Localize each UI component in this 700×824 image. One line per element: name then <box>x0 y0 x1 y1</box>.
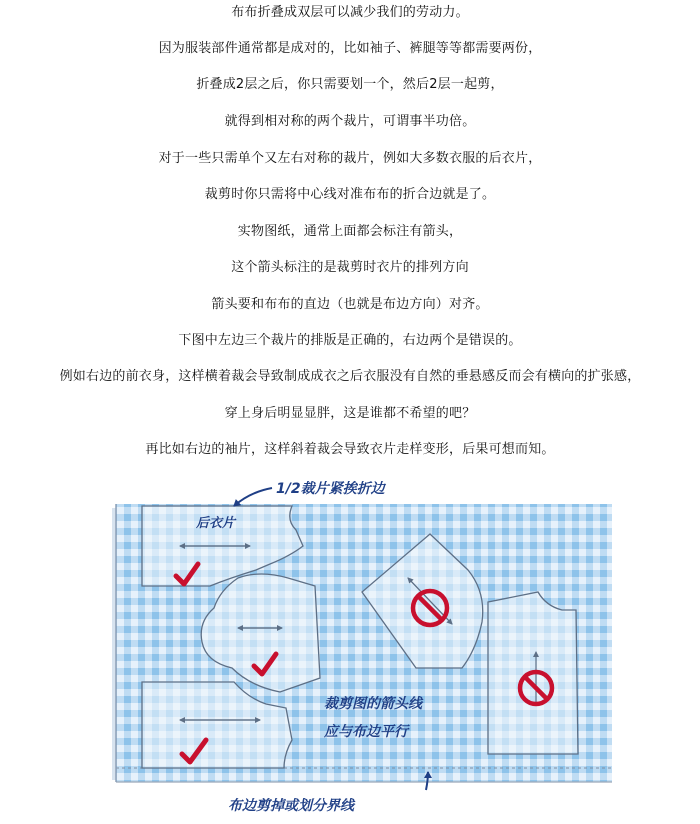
paragraph: 折叠成2层之后，你只需要划一个，然后2层一起剪， <box>196 77 504 92</box>
paragraph: 下图中左边三个裁片的排版是正确的，右边两个是错误的。 <box>178 333 522 348</box>
paragraph: 就得到相对称的两个裁片，可谓事半功倍。 <box>224 114 476 129</box>
paragraph: 再比如右边的袖片，这样斜着裁会导致衣片走样变形，后果可想而知。 <box>145 442 555 457</box>
paragraph: 对于一些只需单个又左右对称的裁片，例如大多数衣服的后衣片， <box>158 151 542 166</box>
paragraph: 这个箭头标注的是裁剪时衣片的排列方向 <box>231 260 469 275</box>
fold-annotation-arrow <box>234 488 272 506</box>
back-piece-label: 后衣片 <box>196 516 236 531</box>
paragraph: 裁剪时你只需将中心线对准布布的折合边就是了。 <box>204 187 496 202</box>
paragraph: 穿上身后明显显胖，这是谁都不希望的吧？ <box>224 406 476 421</box>
paragraph: 因为服装部件通常都是成对的，比如袖子、裤腿等等都需要两份， <box>158 41 542 56</box>
paragraph: 箭头要和布布的直边（也就是布边方向）对齐。 <box>211 297 489 312</box>
paragraph: 实物图纸，通常上面都会标注有箭头， <box>237 224 463 239</box>
center-note-line2: 应与布边平行 <box>324 724 408 740</box>
center-note-line1: 裁剪图的箭头线 <box>324 696 422 712</box>
fabric-layout-illustration <box>110 472 625 824</box>
paragraph: 例如右边的前衣身，这样横着裁会导致制成成衣之后衣服没有自然的垂悬感反而会有横向的扩张感， <box>59 369 641 384</box>
paragraph: 布布折叠成双层可以减少我们的劳动力。 <box>231 5 469 20</box>
selvage-label: 布边剪掉或划分界线 <box>228 798 354 814</box>
fold-label: 1/2裁片紧挨折边 <box>276 481 385 497</box>
